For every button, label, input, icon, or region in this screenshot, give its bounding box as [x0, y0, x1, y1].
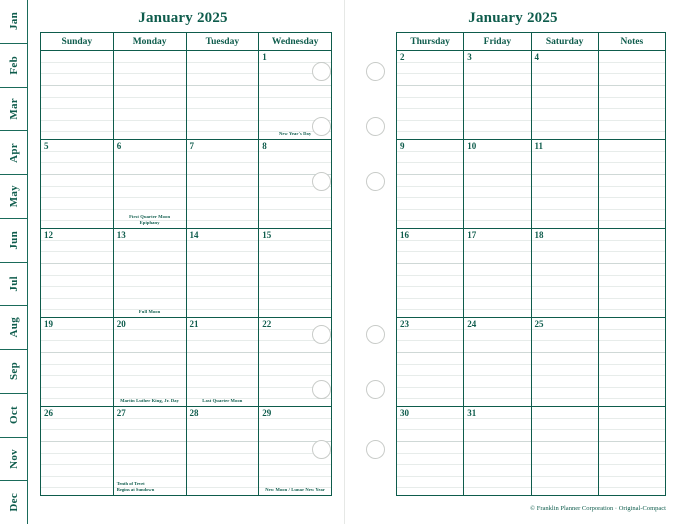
column-header-thursday: Thursday — [397, 33, 464, 50]
month-tab-label: Sep — [7, 362, 20, 381]
day-number: 21 — [189, 319, 199, 329]
day-number: 20 — [116, 319, 126, 329]
day-number: 8 — [262, 141, 267, 151]
day-note: Last Quarter Moon — [202, 398, 243, 403]
right-column-headers — [397, 33, 665, 51]
month-tab-jan[interactable] — [0, 0, 28, 44]
notes-cell[interactable] — [599, 229, 665, 317]
day-cell[interactable] — [114, 318, 187, 406]
week-row — [41, 229, 331, 318]
day-number: 9 — [400, 141, 405, 151]
day-cell[interactable] — [397, 229, 464, 317]
day-cell[interactable] — [464, 229, 531, 317]
month-tab-label: Dec — [7, 493, 20, 512]
day-number: 23 — [400, 319, 409, 329]
day-cell[interactable] — [187, 407, 260, 495]
right-page-title: January 2025 — [468, 10, 558, 26]
day-cell[interactable] — [114, 140, 187, 228]
month-tab-label: Mar — [7, 98, 20, 120]
day-cell[interactable] — [114, 51, 187, 139]
binder-hole — [312, 380, 331, 399]
day-cell[interactable] — [464, 407, 531, 495]
binder-hole — [366, 325, 385, 344]
day-number: 25 — [534, 319, 544, 329]
day-note: Martin Luther King, Jr. Day — [120, 398, 180, 403]
day-cell[interactable] — [397, 140, 464, 228]
day-number: 28 — [189, 408, 199, 418]
right-calendar-grid — [396, 32, 666, 496]
day-cell[interactable] — [464, 318, 531, 406]
column-header-saturday: Saturday — [532, 33, 599, 50]
day-cell[interactable] — [41, 229, 114, 317]
day-cell[interactable] — [397, 318, 464, 406]
day-number: 13 — [116, 230, 126, 240]
month-tab-nov[interactable] — [0, 438, 28, 482]
month-tab-label: Jun — [7, 230, 20, 250]
day-note: First Quarter Moon Epiphany — [129, 214, 171, 225]
month-tab-aug[interactable] — [0, 306, 28, 350]
month-tab-apr[interactable] — [0, 131, 28, 175]
binder-hole — [312, 440, 331, 459]
notes-cell[interactable] — [599, 51, 665, 139]
left-page — [30, 6, 336, 518]
column-header-tuesday: Tuesday — [187, 33, 260, 50]
column-header-monday: Monday — [114, 33, 187, 50]
day-cell[interactable] — [259, 229, 331, 317]
month-tab-jul[interactable] — [0, 263, 28, 307]
day-number: 7 — [189, 141, 194, 151]
right-page — [352, 6, 674, 518]
notes-cell[interactable] — [599, 140, 665, 228]
column-header-notes: Notes — [620, 36, 644, 47]
month-tab-rail — [0, 0, 28, 524]
day-number: 15 — [262, 230, 272, 240]
binder-hole — [312, 62, 331, 81]
page-spine — [344, 0, 345, 524]
day-cell[interactable] — [114, 407, 187, 495]
month-tab-label: Jan — [7, 12, 20, 31]
binder-hole — [366, 172, 385, 191]
column-header-friday: Friday — [464, 33, 531, 50]
binder-hole — [366, 62, 385, 81]
month-tab-label: Jul — [7, 276, 20, 292]
day-cell[interactable] — [397, 51, 464, 139]
day-note: Tenth of Tevet Begins at Sundown — [116, 481, 155, 492]
day-cell[interactable] — [532, 318, 599, 406]
month-tab-label: Oct — [7, 406, 20, 425]
column-header-wednesday: Wednesday — [271, 36, 319, 47]
notes-cell[interactable] — [599, 407, 665, 495]
month-tab-may[interactable] — [0, 175, 28, 219]
left-column-headers — [41, 33, 331, 51]
month-tab-oct[interactable] — [0, 394, 28, 438]
day-number: 1 — [262, 52, 267, 62]
day-number: 11 — [534, 141, 544, 151]
week-row — [41, 407, 331, 495]
day-cell[interactable] — [41, 140, 114, 228]
day-number: 14 — [189, 230, 199, 240]
day-cell[interactable] — [114, 229, 187, 317]
day-cell[interactable] — [41, 51, 114, 139]
week-row — [397, 51, 665, 140]
day-cell[interactable] — [41, 318, 114, 406]
day-number: 29 — [262, 408, 272, 418]
month-tab-jun[interactable] — [0, 219, 28, 263]
day-note: New Year's Day — [278, 131, 312, 136]
day-cell[interactable] — [532, 229, 599, 317]
day-note: New Moon / Lunar New Year — [265, 487, 326, 492]
day-number: 10 — [467, 141, 477, 151]
day-number: 17 — [467, 230, 477, 240]
day-number: 19 — [44, 319, 53, 329]
month-tab-feb[interactable] — [0, 44, 28, 88]
day-cell[interactable] — [41, 407, 114, 495]
month-tab-sep[interactable] — [0, 350, 28, 394]
month-tab-label: Feb — [7, 55, 20, 75]
binder-hole — [366, 380, 385, 399]
week-row — [41, 51, 331, 140]
month-tab-label: Aug — [7, 317, 20, 338]
day-cell[interactable] — [187, 229, 260, 317]
day-cell[interactable] — [397, 407, 464, 495]
day-number: 24 — [467, 319, 477, 329]
binder-hole — [312, 172, 331, 191]
day-cell[interactable] — [187, 51, 260, 139]
column-header-sunday: Sunday — [41, 33, 114, 50]
day-cell[interactable] — [532, 407, 599, 495]
day-number: 5 — [44, 141, 49, 151]
binder-hole — [366, 440, 385, 459]
day-number: 18 — [534, 230, 544, 240]
day-cell[interactable] — [464, 140, 531, 228]
copyright-footer: © Franklin Planner Corporation · Original-Compact — [530, 505, 666, 512]
day-number: 16 — [400, 230, 409, 240]
day-number: 3 — [467, 52, 472, 62]
day-number: 2 — [400, 52, 405, 62]
week-row — [41, 140, 331, 229]
day-cell[interactable] — [532, 51, 599, 139]
month-tab-label: Nov — [7, 448, 20, 469]
day-number: 6 — [116, 141, 122, 151]
month-tab-mar[interactable] — [0, 88, 28, 132]
day-number: 22 — [262, 319, 272, 329]
month-tab-dec[interactable] — [0, 481, 28, 524]
day-note: Full Moon — [138, 309, 161, 314]
week-row — [397, 229, 665, 318]
day-number: 4 — [534, 52, 539, 62]
day-number: 30 — [400, 408, 409, 418]
day-cell[interactable] — [187, 318, 260, 406]
binder-hole — [312, 325, 331, 344]
day-number: 27 — [116, 408, 126, 418]
week-row — [397, 140, 665, 229]
month-tab-label: Apr — [7, 142, 20, 163]
week-row — [41, 318, 331, 407]
month-tab-label: May — [7, 185, 20, 208]
left-page-title: January 2025 — [138, 10, 228, 26]
day-cell[interactable] — [464, 51, 531, 139]
binder-hole — [366, 117, 385, 136]
day-number: 26 — [44, 408, 53, 418]
day-number: 12 — [44, 230, 53, 240]
day-cell[interactable] — [187, 140, 260, 228]
week-row — [397, 318, 665, 407]
notes-cell[interactable] — [599, 318, 665, 406]
binder-hole — [312, 117, 331, 136]
left-calendar-grid — [40, 32, 332, 496]
day-number: 31 — [467, 408, 477, 418]
week-row — [397, 407, 665, 495]
day-cell[interactable] — [532, 140, 599, 228]
